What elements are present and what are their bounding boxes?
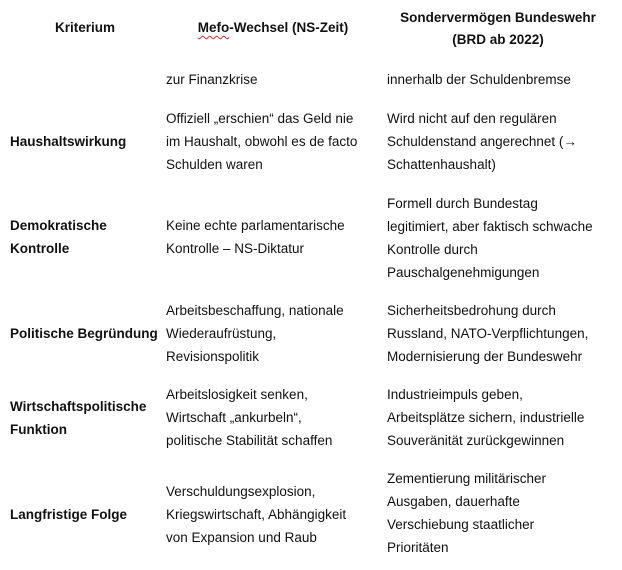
row5-mefo-line: von Expansion und Raub	[166, 530, 317, 545]
row2-mefo-line: Keine echte parlamentarische	[166, 218, 345, 233]
spellcheck-marked-word: Mefo	[197, 20, 230, 35]
row-label-haushaltswirkung	[10, 130, 160, 153]
row1-mefo-line: Offiziell „erschien“ das Geld nie	[166, 111, 354, 126]
row5-sonder-line: Prioritäten	[387, 540, 449, 555]
row1-sonder-line: Wird nicht auf den regulären	[387, 111, 557, 126]
row3-sonder-cell	[387, 299, 619, 368]
row1-mefo-line: im Haushalt, obwohl es de facto	[166, 134, 358, 149]
row1-sonder-line: Schattenhaushalt)	[387, 157, 496, 172]
row4-sonder-line: Industrieimpuls geben,	[387, 387, 523, 402]
row1-sonder-line: Schuldenstand angerechnet (→	[387, 134, 577, 149]
row5-label-text: Langfristige Folge	[10, 507, 128, 522]
row3-sonder-line: Russland, NATO-Verpflichtungen,	[387, 326, 589, 341]
row1-mefo-cell	[166, 107, 378, 176]
row5-sonder-line: Zementierung militärischer	[387, 471, 547, 486]
row3-sonder-line: Sicherheitsbedrohung durch	[387, 303, 556, 318]
row2-label-line: Demokratische	[10, 218, 107, 233]
row5-mefo-line: Verschuldungsexplosion,	[166, 484, 316, 499]
header-sondervermoegen	[380, 7, 616, 51]
row4-mefo-line: politische Stabilität schaffen	[166, 433, 333, 448]
row1-label-text: Haushaltswirkung	[10, 134, 127, 149]
row-label-politische-begruendung	[10, 322, 160, 345]
row2-sonder-cell	[387, 192, 619, 284]
header-sonder-line1: Sondervermögen Bundeswehr	[400, 10, 596, 25]
row-label-demokratische-kontrolle	[10, 214, 160, 260]
row3-mefo-line: Revisionspolitik	[166, 349, 260, 364]
row3-label-text: Politische Begründung	[10, 326, 158, 341]
header-kriterium-text: Kriterium	[54, 20, 115, 35]
row4-label-line: Funktion	[10, 422, 67, 437]
row0-mefo-line: zur Finanzkrise	[166, 72, 258, 87]
row4-sonder-line: Arbeitsplätze sichern, industrielle	[387, 410, 585, 425]
row0-mefo-cell	[166, 68, 378, 91]
row2-mefo-cell	[166, 214, 378, 260]
row4-mefo-line: Arbeitslosigkeit senken,	[166, 387, 308, 402]
row3-mefo-line: Arbeitsbeschaffung, nationale	[166, 303, 344, 318]
row4-mefo-line: Wirtschaft „ankurbeln“,	[166, 410, 302, 425]
row5-sonder-cell	[387, 467, 619, 559]
row2-mefo-line: Kontrolle – NS-Diktatur	[166, 241, 305, 256]
row0-sonder-line: innerhalb der Schuldenbremse	[387, 72, 571, 87]
row-label-langfristige-folge	[10, 503, 160, 526]
row2-label-line: Kontrolle	[10, 241, 70, 256]
row4-label-line: Wirtschaftspolitische	[10, 399, 147, 414]
row4-mefo-cell	[166, 383, 378, 452]
row5-mefo-line: Kriegswirtschaft, Abhängigkeit	[166, 507, 347, 522]
header-sonder-line2: (BRD ab 2022)	[452, 32, 544, 47]
row3-mefo-line: Wiederaufrüstung,	[166, 326, 277, 341]
row5-mefo-cell	[166, 480, 378, 549]
row4-sonder-line: Souveränität zurückgewinnen	[387, 433, 565, 448]
row1-sonder-cell	[387, 107, 619, 176]
row1-mefo-line: Schulden waren	[166, 157, 263, 172]
header-mefo-wechsel	[188, 17, 358, 39]
header-kriterium	[40, 17, 130, 39]
row-label-wirtschaftspolitische-funktion	[10, 395, 160, 441]
row2-sonder-line: Kontrolle durch	[387, 242, 478, 257]
row4-sonder-cell	[387, 383, 619, 452]
row2-sonder-line: Formell durch Bundestag	[387, 196, 538, 211]
row5-sonder-line: Verschiebung staatlicher	[387, 517, 535, 532]
header-mefo-suffix: -Wechsel (NS-Zeit)	[229, 20, 349, 35]
row2-sonder-line: Pauschalgenehmigungen	[387, 265, 540, 280]
row2-sonder-line: legitimiert, aber faktisch schwache	[387, 219, 593, 234]
row5-sonder-line: Ausgaben, dauerhafte	[387, 494, 520, 509]
row3-sonder-line: Modernisierung der Bundeswehr	[387, 349, 583, 364]
row0-sonder-cell	[387, 68, 619, 91]
row3-mefo-cell	[166, 299, 378, 368]
